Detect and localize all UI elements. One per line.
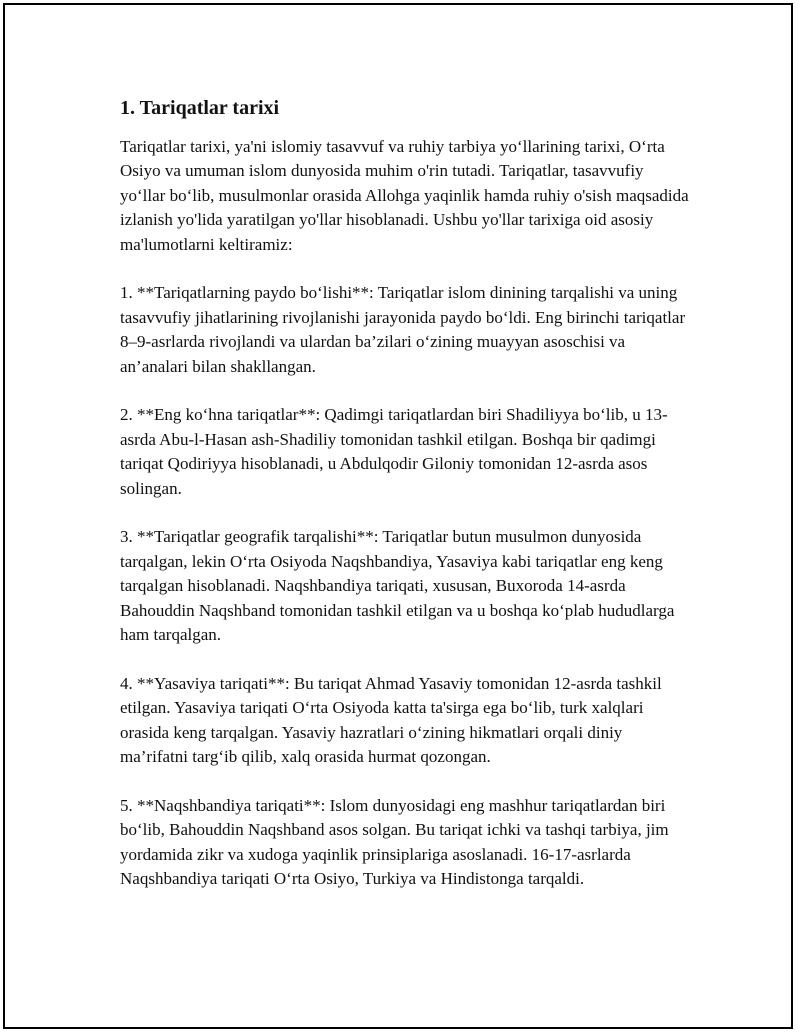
- list-item: 4. **Yasaviya tariqati**: Bu tariqat Ahmad Yasaviy tomonidan 12-asrda tashkil etilgan. Yasaviya tariqati O‘rta Osiyoda katta ta'sirga ega bo‘lib, turk xalqlari orasida keng tarqalgan. Yasaviy hazratlari o‘zining hikmatlari orqali diniy ma’rifatni targ‘ib qilib, xalq orasida hurmat qozongan.: [120, 673, 662, 767]
- intro-paragraph: Tariqatlar tarixi, ya'ni islomiy tasavvuf va ruhiy tarbiya yo‘llarining tarixi, O‘rta Osiyo va umuman islom dunyosida muhim o'rin tutadi. Tariqatlar, tasavvufiy yo‘llar bo‘lib, musulmonlar orasida Allohga yaqinlik hamda ruhiy o'sish maqsadida izlanish yo'lida yaratilgan yo'llar hisoblanadi. Ushbu yo'llar tarixiga oid asosiy ma'lumotlarni keltiramiz:: [120, 137, 689, 254]
- document-page: [3, 3, 793, 1029]
- document-title: 1. Tariqatlar tarixi: [120, 97, 280, 119]
- list-item: 2. **Eng ko‘hna tariqatlar**: Qadimgi tariqatlardan biri Shadiliyya bo‘lib, u 13-asrda Abu-l-Hasan ash-Shadiliy tomonidan tashkil etilgan. Boshqa bir qadimgi tariqat Qodiriyya hisoblanadi, u Abdulqodir Giloniy tomonidan 12-asrda asos solingan.: [120, 405, 668, 498]
- list-item: 5. **Naqshbandiya tariqati**: Islom dunyosidagi eng mashhur tariqatlardan biri bo‘lib, Bahouddin Naqshband asos solgan. Bu tariqat ichki va tashqi tarbiya, jim yordamida zikr va xudoga yaqinlik prinsiplariga asoslanadi. 16-17-asrlarda Naqshbandiya tariqati O‘rta Osiyo, Turkiya va Hindistonga tarqaldi.: [120, 795, 669, 889]
- list-item: 3. **Tariqatlar geografik tarqalishi**: Tariqatlar butun musulmon dunyosida tarqalgan, lekin O‘rta Osiyoda Naqshbandiya, Yasaviya kabi tariqatlar eng keng tarqalgan hisoblanadi. Naqshbandiya tariqati, xususan, Buxoroda 14-asrda Bahouddin Naqshband tomonidan tashkil etilgan va u boshqa ko‘plab hududlarga ham tarqalgan.: [120, 527, 675, 645]
- list-item: 1. **Tariqatlarning paydo bo‘lishi**: Tariqatlar islom dinining tarqalishi va uning tasavvufiy jihatlarining rivojlanishi jarayonida paydo bo‘ldi. Eng birinchi tariqatlar 8–9-asrlarda rivojlandi va ulardan ba’zilari o‘zining muayyan asoschisi va an’analari bilan shakllangan.: [120, 283, 686, 376]
- document-body: [120, 95, 692, 916]
